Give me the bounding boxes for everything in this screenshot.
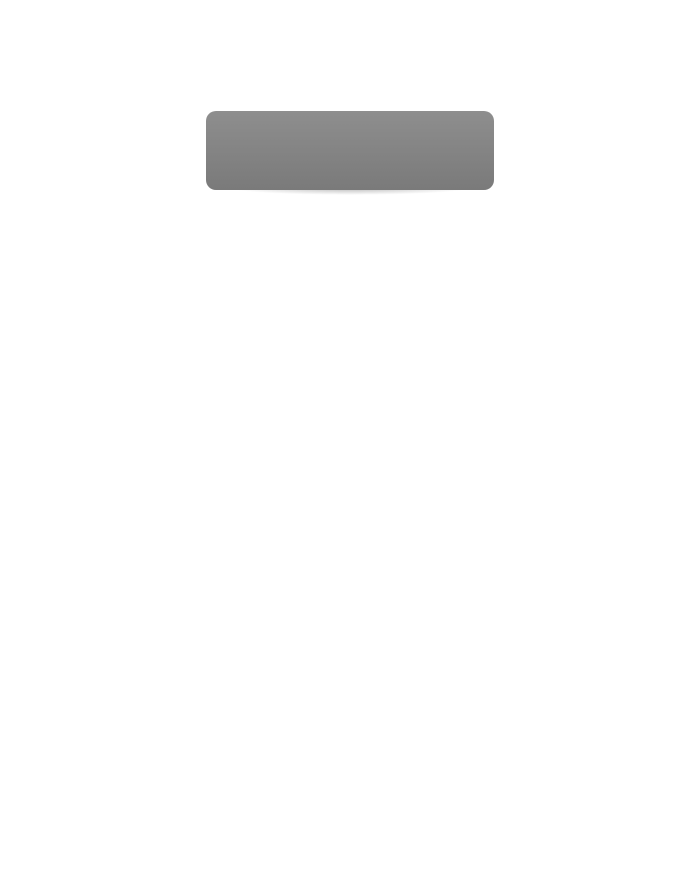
banner-box — [206, 111, 494, 190]
contents-banner — [206, 111, 494, 197]
